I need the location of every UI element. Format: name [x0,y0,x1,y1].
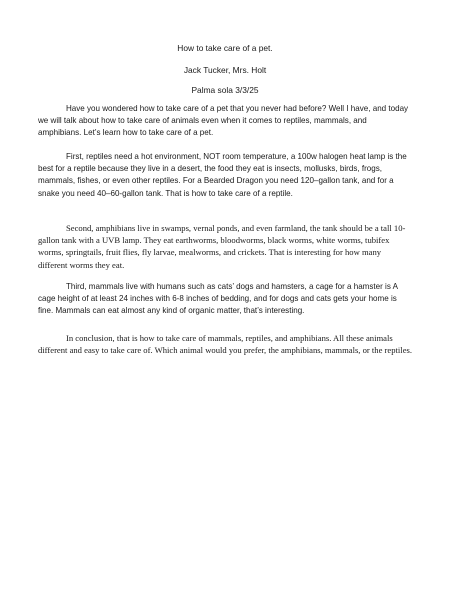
author-line: Jack Tucker, Mrs. Holt [183,65,267,75]
paragraph-reptiles: First, reptiles need a hot environment, NOT room temperature, a 100w halogen heat lamp is the best for a reptile because they live in a desert, the food they eat is insects, mollusks, birds, frogs, mammals, fishes, or even other reptiles. For a Bearded Dragon you need 120–gallon tank, and for a snake you need 40–60-gallon tank. That is how to take care of a reptile. [38,152,407,198]
date-line: Palma sola 3/3/25 [191,85,259,95]
paragraph-intro: Have you wondered how to take care of a pet that you never had before? Well I have, and today we will talk about how to take care of animals even when it comes to reptiles, mammals, and amphibians. Let’s learn how to take care of a pet. [38,104,409,138]
document-title: How to take care of a pet. [177,43,273,53]
paragraph-mammals: Third, mammals live with humans such as cats’ dogs and hamsters, a cage for a hamster is A cage height of at least 24 inches with 6-8 inches of bedding, and for dogs and cats gets your home is fine. Mammals can eat almost any kind of organic matter, that’s interesting. [38,282,398,316]
paragraph-conclusion: In conclusion, that is how to take care of mammals, reptiles, and amphibians. All these animals different and easy to take care of. Which animal would you prefer, the amphibians, mammals, or the reptiles. [38,333,412,356]
paragraph-amphibians: Second, amphibians live in swamps, vernal ponds, and even farmland, the tank should be a tall 10-gallon tank with a UVB lamp. They eat earthworms, bloodworms, black worms, white worms, tubifex worms, springtails, fruit flies, fly larvae, mealworms, and crickets. That is interesting for how many different worms they eat. [38,223,406,270]
